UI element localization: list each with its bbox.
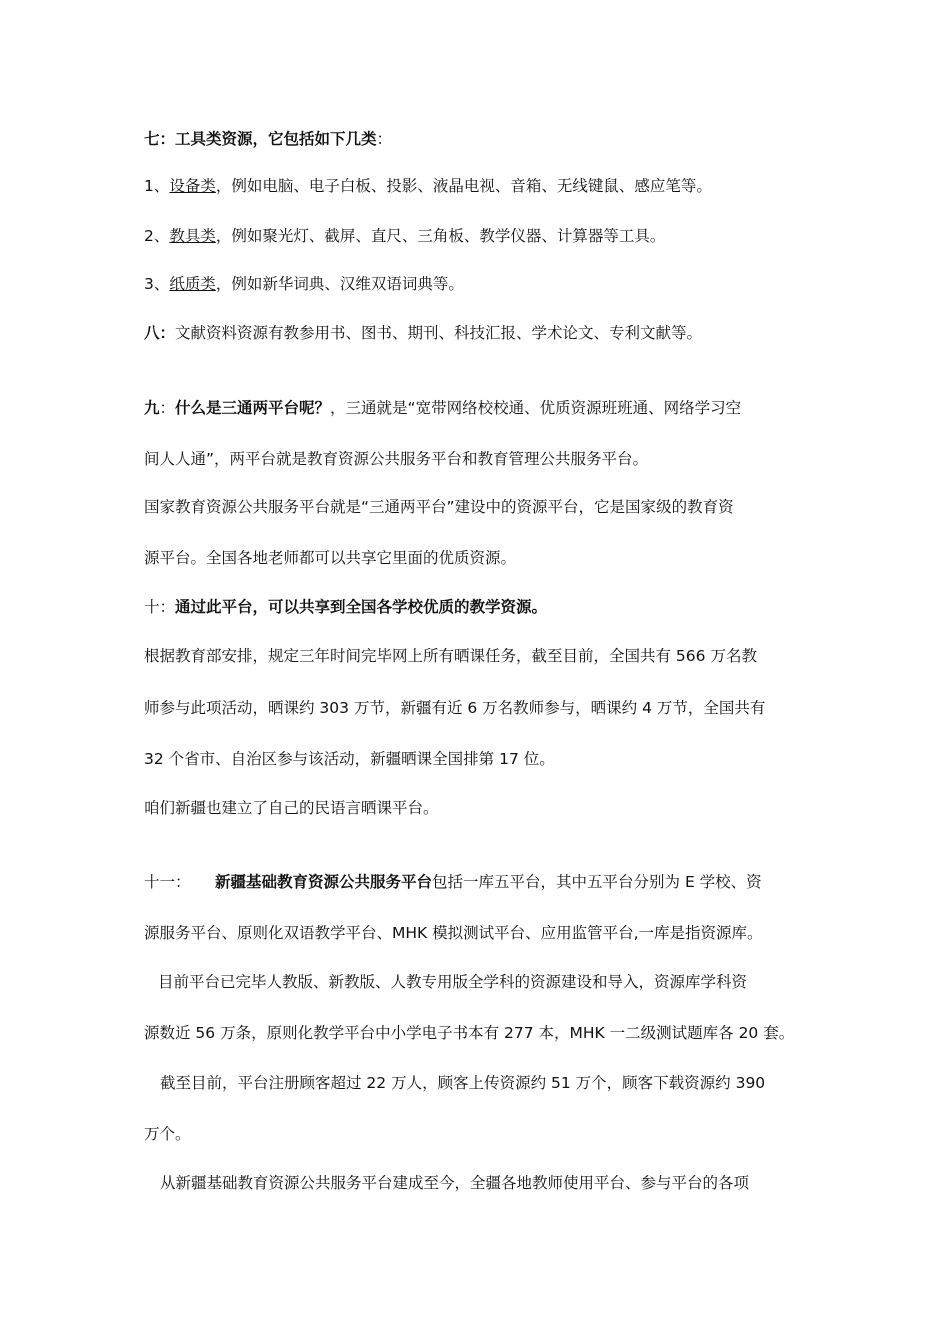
item-text: ，例如电脑、电子白板、投影、液晶电视、音箱、无线键鼠、感应笔等。 — [215, 177, 712, 195]
section8-text: 文献资料资源有教参用书、图书、期刊、科技汇报、学术论文、专利文献等。 — [175, 324, 703, 342]
item-term: 纸质类 — [169, 275, 216, 293]
section9-line-1 — [144, 397, 814, 419]
item-text: ，例如新华词典、汉维双语词典等。 — [215, 275, 464, 293]
section10-para-line-3: 32 个省市、自治区参与该活动，新疆晒课全国排第 17 位。 — [144, 750, 555, 768]
section11-paragraph4-line-1: 从新疆基础教育资源公共服务平台建成至今，全疆各地教师使用平台、参与平台的各项 — [160, 1174, 750, 1192]
section9-paragraph2-line-2: 源平台。全国各地老师都可以共享它里面的优质资源。 — [144, 549, 517, 567]
section9-number: 九 — [144, 399, 160, 417]
section11-line-1 — [144, 871, 814, 893]
section11-paragraph3-line-1: 截至目前，平台注册顾客超过 22 万人，顾客上传资源约 51 万个，顾客下载资源约 390 — [160, 1074, 766, 1092]
item-number: 2、 — [144, 227, 170, 245]
section7-item-2 — [144, 225, 814, 247]
section10-para-line-1: 根据教育部安排，规定三年时间完毕网上所有晒课任务，截至目前，全国共有 566 万名教 — [144, 647, 757, 665]
section9-paragraph2-line-1: 国家教育资源公共服务平台就是“三通两平台”建设中的资源平台，它是国家级的教育资 — [144, 498, 734, 516]
section7-heading-colon: ： — [376, 130, 393, 148]
section10-heading — [144, 596, 814, 618]
section9-line-2: 间人人通”，两平台就是教育资源公共服务平台和教育管理公共服务平台。 — [144, 450, 649, 468]
section11-number: 十一： — [144, 873, 191, 891]
section11-paragraph3-line-2: 万个。 — [144, 1125, 191, 1143]
section11-line1-text: 包括一库五平台，其中五平台分别为 E 学校、资 — [432, 873, 762, 891]
section10-heading-text: 通过此平台，可以共享到全国各学校优质的教学资源。 — [175, 598, 548, 616]
item-text: ，例如聚光灯、截屏、直尺、三角板、教学仪器、计算器等工具。 — [215, 227, 666, 245]
section10-para-line-2: 师参与此项活动，晒课约 303 万节，新疆有近 6 万名教师参与，晒课约 4 万节，全国共有 — [144, 699, 766, 717]
section10-number: 十： — [144, 598, 176, 616]
section11-line-2: 源服务平台、原则化双语教学平台、MHK 模拟测试平台、应用监管平台,一库是指资源库。 — [144, 924, 763, 942]
section7-heading-bold: 七：工具类资源，它包括如下几类 — [144, 130, 377, 148]
section9-question: 什么是三通两平台呢？ — [175, 399, 331, 417]
item-term: 设备类 — [169, 177, 216, 195]
section7-item-3 — [144, 273, 814, 295]
item-term: 教具类 — [169, 227, 216, 245]
section9-colon: ： — [159, 399, 176, 417]
section9-line1-text: ，三通就是“宽带网络校校通、优质资源班班通、网络学习空 — [330, 399, 742, 417]
section11-paragraph2-line-1: 目前平台已完毕人教版、新教版、人教专用版全学科的资源建设和导入，资源库学科资 — [158, 973, 748, 991]
section11-paragraph2-line-2: 源数近 56 万条，原则化教学平台中小学电子书本有 277 本，MHK 一二级测试题库各 20 套。 — [144, 1024, 795, 1042]
section11-platform-name: 新疆基础教育资源公共服务平台 — [215, 873, 433, 891]
item-number: 1、 — [144, 177, 170, 195]
section10-paragraph2: 咱们新疆也建立了自己的民语言晒课平台。 — [144, 799, 439, 817]
section7-item-1 — [144, 175, 814, 197]
section8-label: 八： — [144, 324, 176, 342]
section8-paragraph — [144, 322, 814, 344]
item-number: 3、 — [144, 275, 170, 293]
section7-heading — [144, 128, 814, 150]
